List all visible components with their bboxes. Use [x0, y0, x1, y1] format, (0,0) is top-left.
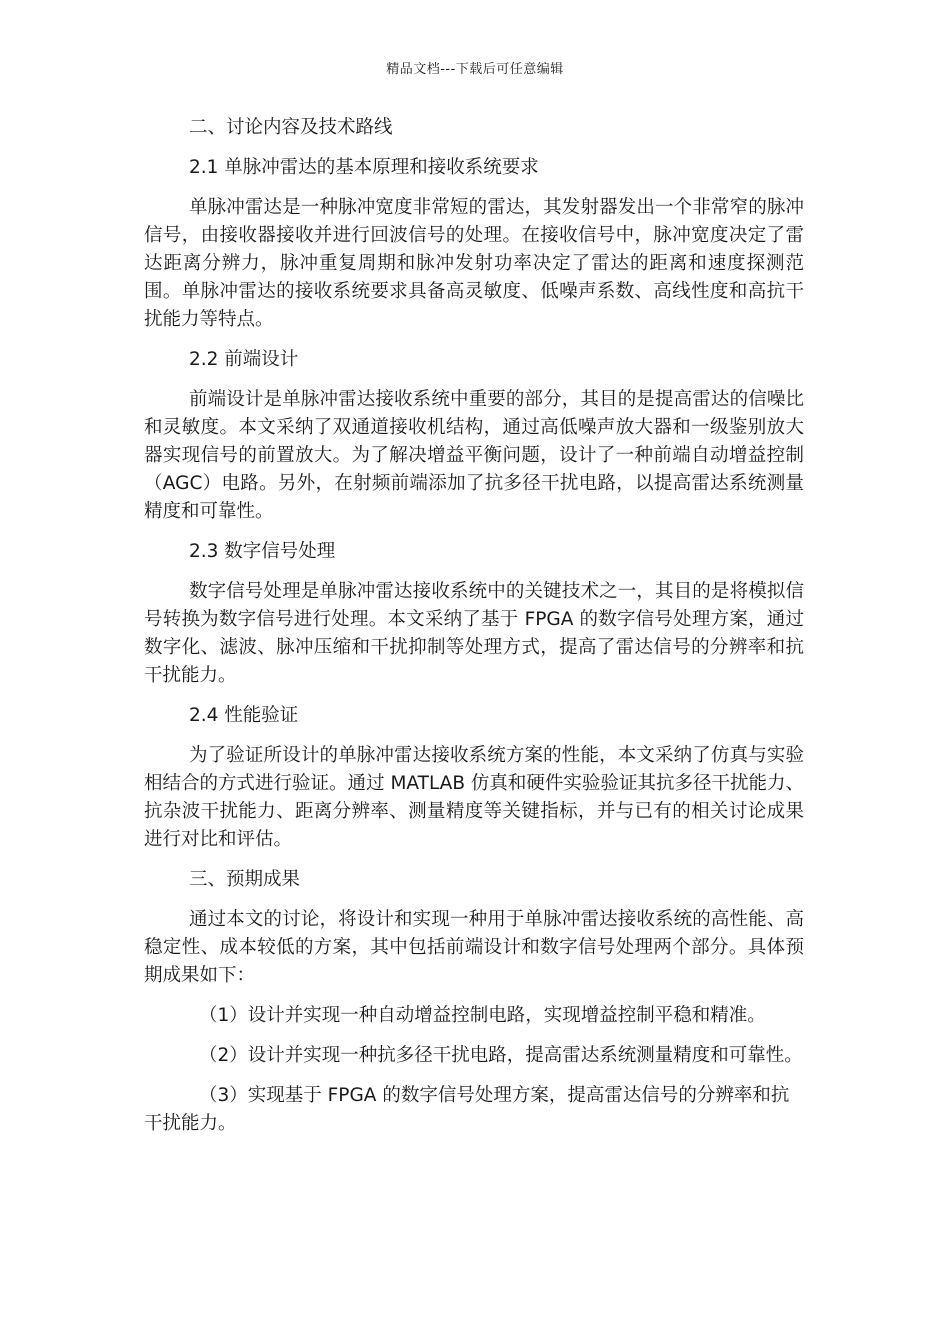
section-3-paragraph: 通过本文的讨论，将设计和实现一种用于单脉冲雷达接收系统的高性能、高稳定性、成本较低的方案，其中包括前端设计和数字信号处理两个部分。具体预期成果如下： [144, 909, 804, 986]
document-body [144, 114, 804, 1150]
expected-result-item-1: （1）设计并实现一种自动增益控制电路，实现增益控制平稳和精准。 [199, 1005, 766, 1026]
page-header: 精品文档---下载后可任意编辑 [386, 62, 564, 77]
section-3-title: 三、预期成果 [189, 869, 301, 890]
section-2-2-title: 2.2 前端设计 [189, 349, 299, 370]
section-2-3-title: 2.3 数字信号处理 [189, 541, 336, 562]
section-2-4-title: 2.4 性能验证 [189, 705, 299, 726]
section-2-4-paragraph: 为了验证所设计的单脉冲雷达接收系统方案的性能，本文采纳了仿真与实验相结合的方式进行验证。通过 MATLAB 仿真和硬件实验验证其抗多径干扰能力、抗杂波干扰能力、距离分辨率、测量精度等关键指标，并与已有的相关讨论成果进行对比和评估。 [144, 745, 804, 850]
expected-result-item-3: （3）实现基于 FPGA 的数字信号处理方案，提高雷达信号的分辨率和抗干扰能力。 [144, 1085, 790, 1134]
section-2-1-paragraph: 单脉冲雷达是一种脉冲宽度非常短的雷达，其发射器发出一个非常窄的脉冲信号，由接收器接收并进行回波信号的处理。在接收信号中，脉冲宽度决定了雷达距离分辨力，脉冲重复周期和脉冲发射功率决定了雷达的距离和速度探测范围。单脉冲雷达的接收系统要求具备高灵敏度、低噪声系数、高线性度和高抗干扰能力等特点。 [144, 197, 804, 330]
section-2-title: 二、讨论内容及技术路线 [189, 117, 393, 138]
expected-result-item-2: （2）设计并实现一种抗多径干扰电路，提高雷达系统测量精度和可靠性。 [199, 1045, 803, 1066]
section-2-3-paragraph: 数字信号处理是单脉冲雷达接收系统中的关键技术之一，其目的是将模拟信号转换为数字信号进行处理。本文采纳了基于 FPGA 的数字信号处理方案，通过数字化、滤波、脉冲压缩和干扰抑制等处理方式，提高了雷达信号的分辨率和抗干扰能力。 [144, 581, 804, 686]
section-2-2-paragraph: 前端设计是单脉冲雷达接收系统中重要的部分，其目的是提高雷达的信噪比和灵敏度。本文采纳了双通道接收机结构，通过高低噪声放大器和一级鉴别放大器实现信号的前置放大。为了解决增益平衡问题，设计了一种前端自动增益控制（AGC）电路。另外，在射频前端添加了抗多径干扰电路，以提高雷达系统测量精度和可靠性。 [144, 389, 804, 522]
section-2-1-title: 2.1 单脉冲雷达的基本原理和接收系统要求 [189, 157, 539, 178]
